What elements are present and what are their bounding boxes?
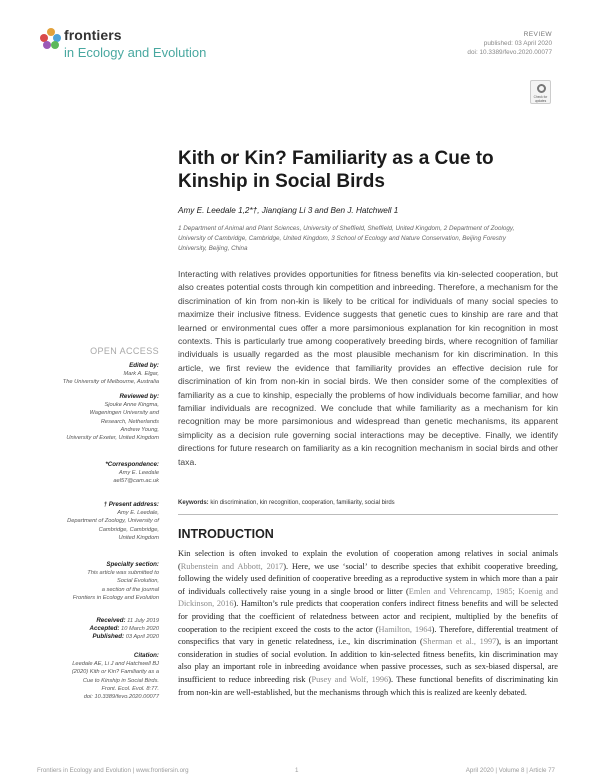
present-address	[29, 501, 159, 542]
affiliation-line: 1 Department of Animal and Plant Sciences, University of Sheffield, Sheffield, United Kingdom, 2 Department of Zoology,	[178, 225, 515, 232]
dates	[29, 617, 159, 642]
address-line: Amy E. Leedale,	[117, 510, 159, 517]
citation-label: Citation:	[133, 652, 159, 659]
article-meta	[467, 30, 552, 57]
title-line: Kith or Kin? Familiarity as a Cue to	[178, 148, 494, 169]
doi-link[interactable]: doi: 10.3389/fevo.2020.00077	[467, 49, 552, 56]
update-icon	[537, 84, 546, 93]
correspondence	[29, 461, 159, 486]
citation-link[interactable]: Rubenstein and Abbott, 2017	[180, 561, 284, 571]
check-for-updates-badge[interactable]	[530, 80, 551, 104]
published-label: Published:	[92, 633, 125, 641]
keywords	[178, 500, 558, 506]
citation-line: (2020) Kith or Kin? Familiarity as a	[71, 669, 159, 676]
editor-line: Mark A. Elgar,	[123, 371, 159, 378]
published-date: published: 03 April 2020	[483, 40, 552, 47]
citation-link[interactable]: Pusey and Wolf, 1996	[311, 674, 389, 684]
keywords-label: Keywords:	[178, 500, 209, 506]
intro-text: Kin selection is often invoked to explain the evolution of cooperation among relatives in social animals (	[178, 549, 558, 571]
footer-journal[interactable]: Frontiers in Ecology and Evolution | www.frontiersin.org	[37, 767, 189, 774]
citation-link[interactable]: Emlen and Vehrencamp, 1985; Koenig and Dickinson, 2016	[178, 586, 559, 609]
specialty-label: Specialty section:	[106, 561, 159, 568]
affiliation-line: University of Cambridge, Cambridge, United Kingdom, 3 School of Ecology and Nature Conservation, Beijing Forestry	[178, 235, 506, 242]
accepted-date: 10 March 2020	[121, 626, 159, 633]
citation-link[interactable]: Sherman et al., 1997	[422, 637, 497, 647]
affiliations	[178, 224, 558, 254]
address-line: United Kingdom	[118, 534, 159, 541]
affiliation-line: University, Beijing, China	[178, 245, 248, 252]
edited-by	[29, 362, 159, 387]
reviewed-by	[29, 393, 159, 442]
address-line: Cambridge, Cambridge,	[98, 526, 159, 533]
reviewer-line: Wageningen University and	[89, 410, 159, 417]
brand-name: frontiers	[64, 27, 122, 43]
specialty-line: Social Evolution,	[116, 578, 159, 585]
section-heading: INTRODUCTION	[178, 527, 274, 541]
page-number: 1	[295, 767, 299, 774]
citation-line: Leedale AE, Li J and Hatchwell BJ	[72, 661, 159, 668]
specialty-section	[29, 561, 159, 602]
intro-text: ). Hamilton’s rule predicts that cooperation confers indirect fitness benefits and will be selected for providing that the coefficient of relatedness between actor and recipient, multiplied by the benefits of cooperation to the recipient exceed the costs to the actor (	[178, 599, 558, 634]
article-title	[178, 147, 558, 193]
specialty-line: Frontiers in Ecology and Evolution	[72, 594, 159, 601]
article-type: REVIEW	[523, 31, 552, 38]
intro-text: ). These functional benefits of discriminating kin from non-kin are well-established, but the mechanisms through which this is realized are keenly debated.	[178, 674, 558, 697]
divider	[178, 514, 558, 515]
title-line: Kinship in Social Birds	[178, 171, 385, 192]
correspondence-label: *Correspondence:	[105, 461, 159, 468]
accepted-label: Accepted:	[89, 625, 120, 633]
citation-line[interactable]: doi: 10.3389/fevo.2020.00077	[83, 694, 159, 701]
open-access-label: OPEN ACCESS	[90, 346, 159, 356]
frontiers-logo-icon	[40, 28, 62, 50]
reviewed-label: Reviewed by:	[119, 393, 159, 400]
intro-text: ). Therefore, differential treatment of conspecifics that vary in genetic relatedness, i.e., kin discrimination (	[178, 624, 558, 647]
reviewer-line: Sjouke Anne Kingma,	[104, 402, 159, 409]
keywords-list: kin discrimination, kin recognition, cooperation, familiarity, social birds	[210, 500, 395, 506]
citation	[29, 652, 159, 701]
footer-issue: April 2020 | Volume 8 | Article 77	[465, 767, 555, 774]
received-date: 11 July 2019	[127, 618, 159, 624]
reviewer-line: Research, Netherlands	[100, 418, 159, 425]
intro-text: ), is an important consideration in studies of social evolution. In addition to kin-selected fitness benefits, kin discrimination may also play an important role in inbreeding avoidance when passive processes, such as sex-biased dispersal, are insufficient to reduce inbreeding risk (	[178, 637, 558, 684]
badge-label: Check for updates	[533, 95, 548, 103]
citation-line: Cue to Kinship in Social Birds.	[82, 677, 159, 684]
editor-line: The University of Melbourne, Australia	[62, 379, 159, 386]
specialty-line: a section of the journal	[101, 586, 159, 593]
received-label: Received:	[96, 617, 126, 624]
edited-label: Edited by:	[129, 362, 159, 369]
address-line: Department of Zoology, University of	[67, 518, 159, 525]
reviewer-line: University of Exeter, United Kingdom	[66, 435, 159, 442]
correspondence-email[interactable]: ael57@cam.ac.uk	[113, 478, 159, 485]
citation-line: Front. Ecol. Evol. 8:77.	[101, 685, 159, 692]
journal-name: in Ecology and Evolution	[64, 45, 207, 60]
citation-link[interactable]: Hamilton, 1964	[378, 624, 432, 634]
specialty-line: This article was submitted to	[87, 570, 159, 577]
published-date-side: 03 April 2020	[125, 634, 159, 641]
intro-text: ). Here, we use ‘social’ to describe species that exhibit cooperative breeding, following the widely used definition of cooperative breeding as a reproductive system in which more than a pair of individuals collectively raise young in a single brood or litter (	[178, 561, 558, 596]
author-list: Amy E. Leedale 1,2*†, Jianqiang Li 3 and Ben J. Hatchwell 1	[178, 206, 399, 215]
abstract: Interacting with relatives provides opportunities for fitness benefits via kin-selected cooperation, but also creates potential costs through kin competition and inbreeding. Therefore, a mechanism for the discrimination of kin from non-kin is likely to be critical for individuals of many social species to maximize their inclusive fitness. Evidence suggests that genetic cues to kinship are rare and that learned or environmental cues offer a more parsimonious explanation for kin recognition in most contexts. This is particularly true among cooperatively breeding birds, where recognition of familiar individuals is usually regarded as the most plausible mechanism for kin discrimination. In this article, we first review the evidence that familiarity provides an effective decision rule for discrimination of kin from non-kin in social birds. We then consider some of the complexities of familiarity as a cue to kinship, especially the problems of how individuals become familiar, and how familiar individuals are recognized. We conclude that while familiarity as a mechanism for kin recognition may be more parsimonious and widespread than genetic mechanisms, its apparent simplicity as a decision rule governing social interactions may be deceptive. Finally, we identify directions for future research on familiarity as a kin recognition mechanism in social birds and other taxa.	[178, 269, 558, 467]
present-address-label: † Present address:	[103, 501, 159, 508]
intro-paragraph	[178, 548, 558, 699]
correspondence-name: Amy E. Leedale	[118, 470, 159, 477]
reviewer-line: Andrew Young,	[120, 426, 159, 433]
journal-logo[interactable]	[40, 26, 230, 70]
